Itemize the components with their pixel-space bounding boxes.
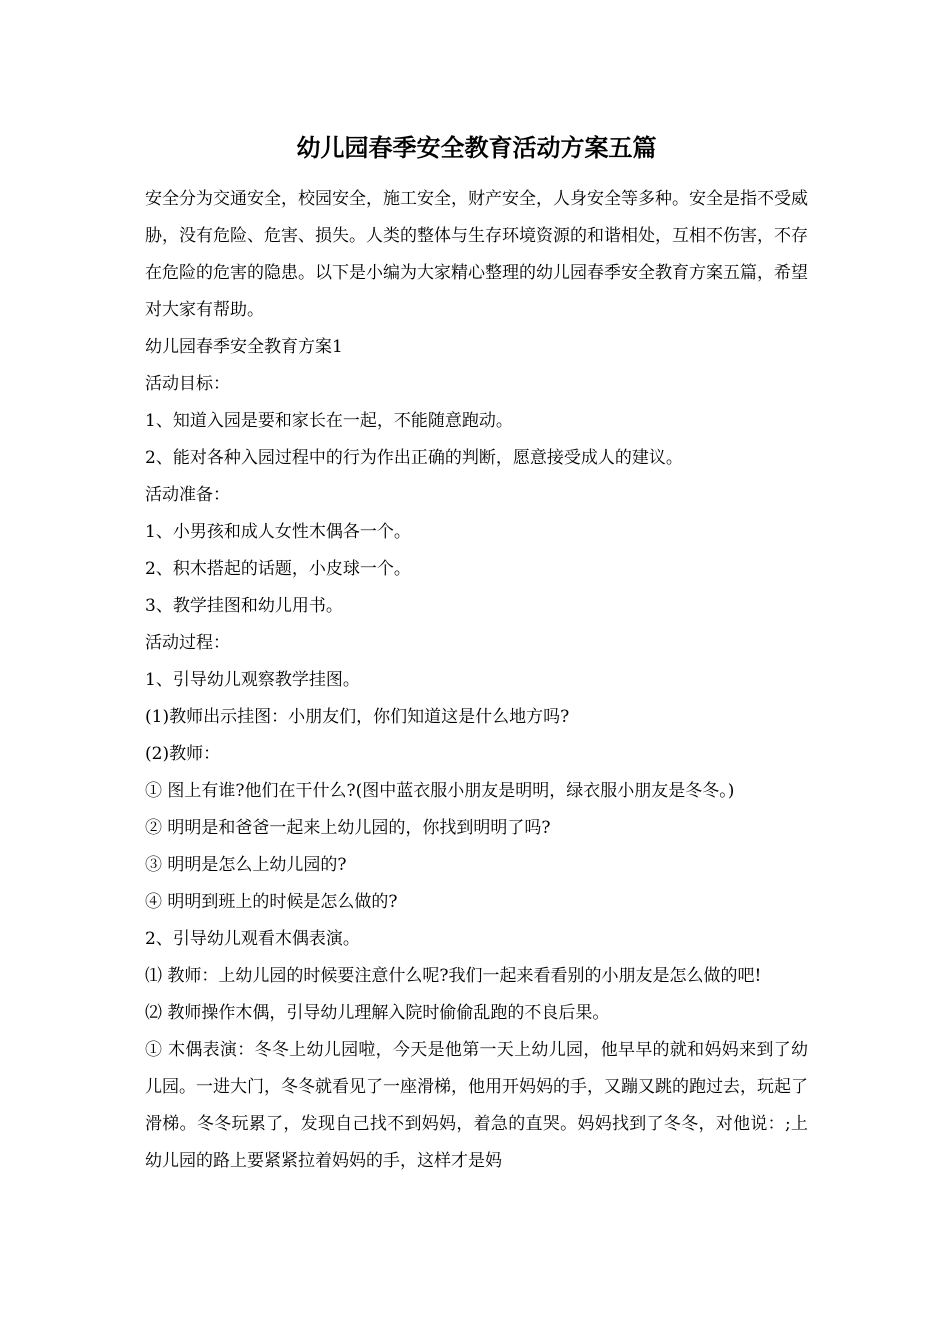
document-body (145, 181, 808, 1180)
process-question: ④ 明明到班上的时候是怎么做的? (145, 892, 398, 912)
preparation-item: 3、教学挂图和幼儿用书。 (145, 596, 343, 616)
section-heading-preparation: 活动准备： (145, 485, 230, 505)
process-question: ③ 明明是怎么上幼儿园的? (145, 855, 347, 875)
process-substep: (2)教师： (145, 744, 221, 764)
plan-heading: 幼儿园春季安全教育方案1 (145, 337, 343, 357)
preparation-item: 2、积木搭起的话题，小皮球一个。 (145, 559, 411, 579)
preparation-item: 1、小男孩和成人女性木偶各一个。 (145, 522, 411, 542)
process-step: 1、引导幼儿观察教学挂图。 (145, 670, 360, 690)
intro-paragraph: 安全分为交通安全，校园安全，施工安全，财产安全，人身安全等多种。安全是指不受威胁，没有危险、危害、损失。人类的整体与生存环境资源的和谐相处，互相不伤害，不存在危险的危害的隐患。以下是小编为大家精心整理的幼儿园春季安全教育方案五篇，希望对大家有帮助。 (145, 189, 808, 320)
goal-item: 2、能对各种入园过程中的行为作出正确的判断，愿意接受成人的建议。 (145, 448, 683, 468)
process-substep: ⑵ 教师操作木偶，引导幼儿理解入院时偷偷乱跑的不良后果。 (145, 1003, 610, 1023)
document-title: 幼儿园春季安全教育活动方案五篇 (296, 133, 657, 162)
section-heading-goals: 活动目标： (145, 374, 230, 394)
process-substep: (1)教师出示挂图：小朋友们，你们知道这是什么地方吗? (145, 707, 570, 727)
process-question: ① 图上有谁?他们在干什么?(图中蓝衣服小朋友是明明，绿衣服小朋友是冬冬。) (145, 781, 735, 801)
process-substep: ⑴ 教师：上幼儿园的时候要注意什么呢?我们一起来看看别的小朋友是怎么做的吧! (145, 966, 762, 986)
puppet-show-paragraph: ① 木偶表演：冬冬上幼儿园啦，今天是他第一天上幼儿园，他早早的就和妈妈来到了幼儿园。一进大门，冬冬就看见了一座滑梯，他用开妈妈的手，又蹦又跳的跑过去，玩起了滑梯。冬冬玩累了，发现自己找不到妈妈，着急的直哭。妈妈找到了冬冬，对他说：;上幼儿园的路上要紧紧拉着妈妈的手，这样才是妈 (145, 1040, 808, 1171)
section-heading-process: 活动过程： (145, 633, 230, 653)
process-question: ② 明明是和爸爸一起来上幼儿园的，你找到明明了吗? (145, 818, 551, 838)
process-step: 2、引导幼儿观看木偶表演。 (145, 929, 360, 949)
goal-item: 1、知道入园是要和家长在一起，不能随意跑动。 (145, 411, 513, 431)
